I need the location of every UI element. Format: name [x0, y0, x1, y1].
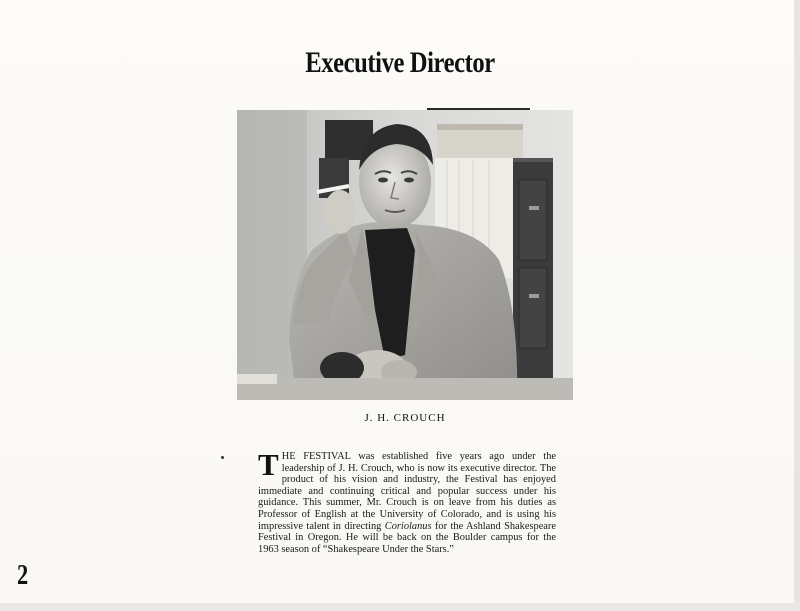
- body-paragraph: [258, 447, 556, 555]
- portrait-photo: [237, 110, 573, 400]
- bullet-mark: [221, 456, 224, 459]
- page-title: Executive Director: [305, 46, 495, 79]
- body-text-part: HE FESTIVAL was established five years ago under the leadership of J. H. Crouch, who is now its executive director. The product of his vision and industry, the Festival has enjoyed immediate and continuing critical and popular success under his guidance. This summer, Mr. Crouch is on leave from his duties as Professor of English at the University of Colorado, and is using his impressive talent in directing: [258, 451, 556, 532]
- play-title: Coriolanus: [384, 520, 432, 532]
- photo-caption: J. H. CROUCH: [364, 412, 446, 424]
- page-edge: [0, 603, 800, 611]
- body-text-part: for the Ashland Shakespeare Festival in Oregon. He will be back on the Boulder campus for the 1963 season of “Shakespeare Under the Stars.”: [258, 520, 556, 555]
- page-edge: [794, 0, 800, 611]
- page-number: 2: [17, 560, 29, 591]
- drop-cap: T: [258, 447, 279, 482]
